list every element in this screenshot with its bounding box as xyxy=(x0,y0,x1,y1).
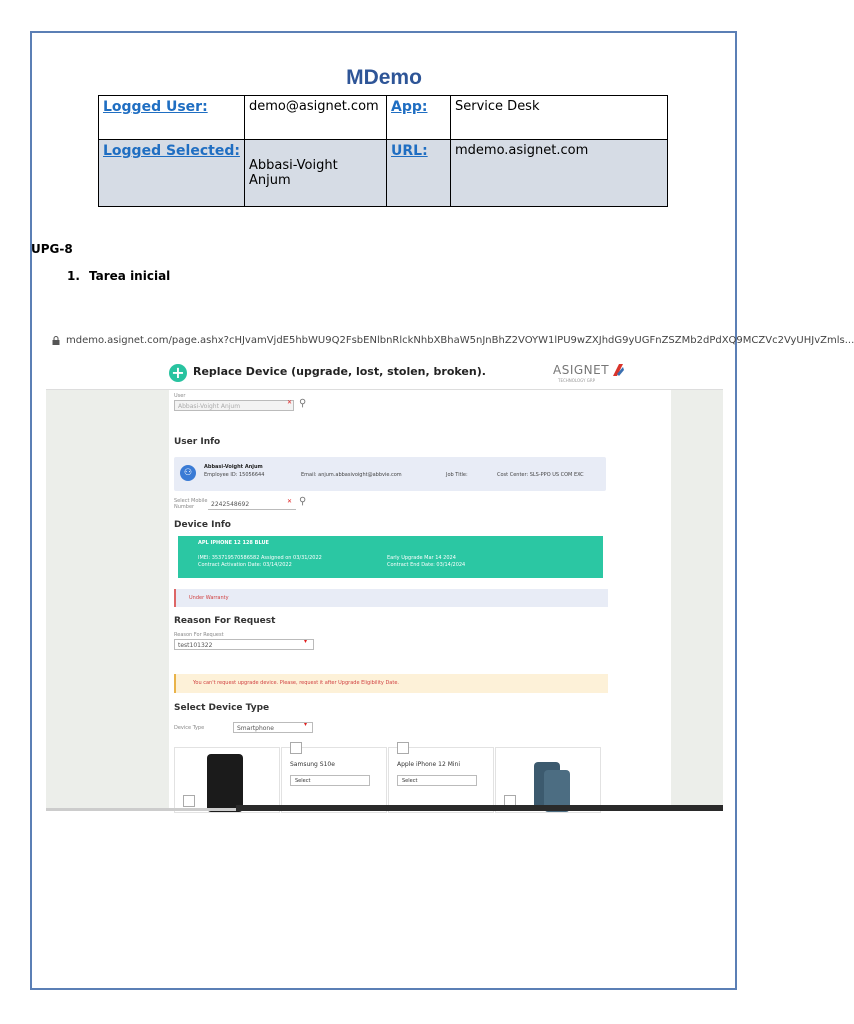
step-label: Tarea inicial xyxy=(89,269,171,283)
app-title: Replace Device (upgrade, lost, stolen, broken). xyxy=(193,365,486,378)
form-content xyxy=(169,390,671,811)
reason-field-label: Reason For Request xyxy=(174,632,224,638)
device-imei: IMEI: 353719570586582 Assigned on 03/31/2022 xyxy=(198,555,322,561)
search-icon[interactable]: ⚲ xyxy=(299,496,307,507)
scroll-track xyxy=(46,808,236,811)
brand-subtitle: TECHNOLOGY GRP xyxy=(558,378,596,383)
device-card[interactable] xyxy=(388,747,494,813)
device-info-card xyxy=(178,536,603,578)
browser-url-bar[interactable] xyxy=(46,327,854,355)
reason-select[interactable]: test101322 xyxy=(174,639,314,650)
document-title: MDemo xyxy=(346,66,422,89)
device-card[interactable] xyxy=(174,747,280,813)
logged-user-value: demo@asignet.com xyxy=(245,96,387,140)
screenshot-cut-bar xyxy=(236,805,723,811)
contract-end: Contract End Date: 03/14/2024 xyxy=(387,562,466,568)
device-info-heading: Device Info xyxy=(174,520,231,530)
brand-logo-text: ASIGNET xyxy=(553,363,610,377)
logged-selected-label: Logged Selected: xyxy=(99,140,245,207)
device-checkbox[interactable] xyxy=(183,795,195,807)
section-id: UPG-8 xyxy=(31,242,73,256)
browser-url: mdemo.asignet.com/page.ashx?cHJvamVjdE5hbWU9Q2FsbENlbnRlckNhbXBhaW5nJnBhZ2VOYW1lPU9wZXJhdG9yUGFnZSZMb2dPdXQ9MCZVc2VyUHJvZmls... xyxy=(66,335,854,346)
phone-image xyxy=(207,754,243,812)
user-email: Email: anjum.abbasivoight@abbvie.com xyxy=(301,472,402,478)
user-field-label: User xyxy=(174,393,186,399)
app-header xyxy=(46,355,723,390)
warranty-text: Under Warranty xyxy=(189,595,229,601)
chevron-down-icon[interactable]: ▾ xyxy=(304,638,308,645)
chevron-down-icon[interactable]: ▾ xyxy=(304,721,308,728)
contract-activation: Contract Activation Date: 03/14/2022 xyxy=(198,562,292,568)
lock-icon xyxy=(52,336,60,345)
left-gutter xyxy=(46,390,169,811)
device-card-select[interactable]: Select xyxy=(397,775,477,786)
user-info-card xyxy=(174,457,606,491)
device-card[interactable] xyxy=(281,747,387,813)
logged-user-label: Logged User: xyxy=(99,96,245,140)
search-icon[interactable]: ⚲ xyxy=(299,398,307,409)
device-card-select[interactable]: Select xyxy=(290,775,370,786)
warranty-banner xyxy=(174,589,608,607)
embedded-screenshot xyxy=(46,327,854,811)
clear-x-icon[interactable]: ✕ xyxy=(287,399,293,406)
select-mobile-label: Select Mobile Number xyxy=(174,498,208,510)
user-avatar-icon: ⚇ xyxy=(180,465,196,481)
device-card-name: Samsung S10e xyxy=(290,761,335,768)
mobile-number-input[interactable]: 2242548692 xyxy=(208,499,296,510)
early-upgrade: Early Upgrade Mar 14 2024 xyxy=(387,555,456,561)
step-item xyxy=(67,269,170,283)
clear-x-icon[interactable]: ✕ xyxy=(287,498,293,505)
device-card[interactable] xyxy=(495,747,601,813)
url-label: URL: xyxy=(387,140,451,207)
session-info-table xyxy=(98,95,668,207)
device-checkbox[interactable] xyxy=(397,742,409,754)
user-input[interactable]: Abbasi-Voight Anjum xyxy=(174,400,294,411)
logged-selected-value: Abbasi-Voight Anjum xyxy=(245,140,387,207)
url-value: mdemo.asignet.com xyxy=(451,140,668,207)
table-row xyxy=(99,96,668,140)
asignet-logo-icon xyxy=(611,362,625,378)
right-gutter xyxy=(671,390,723,811)
app-label: App: xyxy=(387,96,451,140)
user-name: Abbasi-Voight Anjum xyxy=(204,464,263,470)
device-type-heading: Select Device Type xyxy=(174,703,270,713)
device-checkbox[interactable] xyxy=(290,742,302,754)
plus-icon[interactable]: + xyxy=(169,364,187,382)
device-type-select[interactable]: Smartphone xyxy=(233,722,313,733)
table-row xyxy=(99,140,668,207)
device-card-name: Apple iPhone 12 Mini xyxy=(397,761,461,768)
upgrade-alert xyxy=(174,674,608,693)
employee-id: Employee ID: 15056644 xyxy=(204,472,265,478)
device-type-label: Device Type xyxy=(174,725,205,731)
user-info-heading: User Info xyxy=(174,437,221,447)
device-name: APL IPHONE 12 128 BLUE xyxy=(198,540,269,546)
app-value: Service Desk xyxy=(451,96,668,140)
upgrade-alert-text: You can't request upgrade device. Please, request it after Upgrade Eligibility Date. xyxy=(193,680,400,686)
cost-center: Cost Center: SLS-PPO US COM EXC xyxy=(497,472,584,478)
step-number: 1. xyxy=(67,269,80,283)
reason-heading: Reason For Request xyxy=(174,616,276,626)
job-title: Job Title: xyxy=(446,472,468,478)
